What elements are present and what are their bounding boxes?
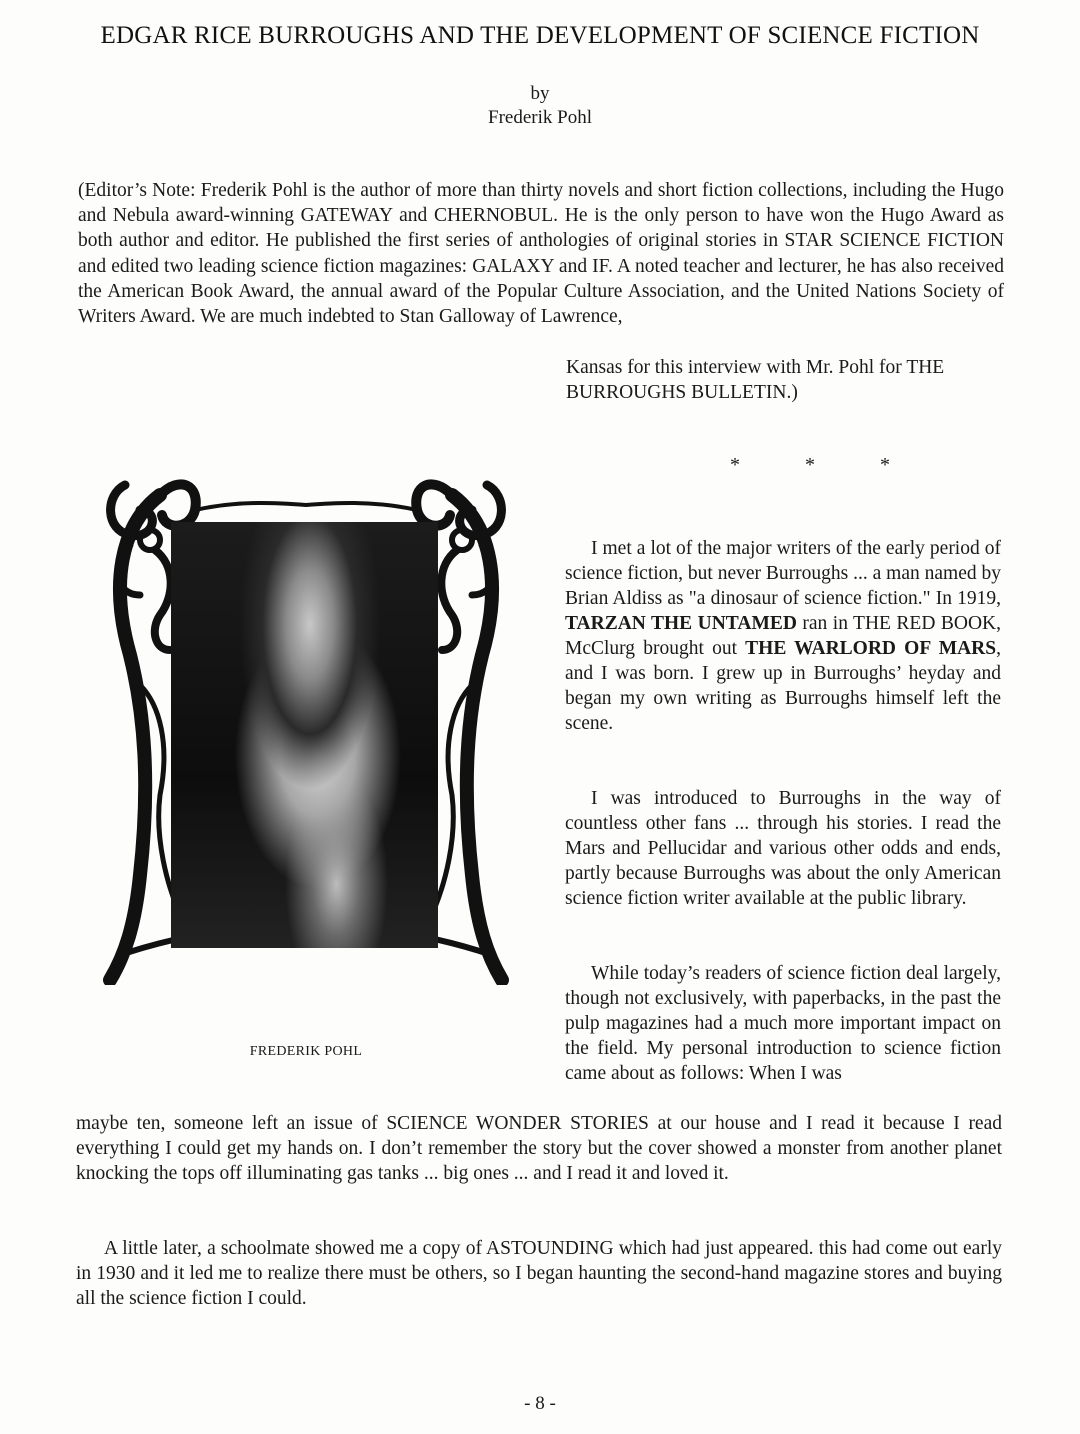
byline-author: Frederik Pohl	[488, 107, 592, 128]
editor-note: (Editor’s Note: Frederik Pohl is the author of more than thirty novels and short fiction collections, including the Hugo and Nebula award-winning GATEWAY and CHERNOBUL. He is the only person to have won the Hugo Award as both author and editor. He published the first series of anthologies of original stories in STAR SCIENCE FICTION and edited two leading science fiction magazines: GALAXY and IF. A noted teacher and lecturer, he has also received the American Book Award, the annual award of the Popular Culture Association, and the United Nations Society of Writers Award. We are much indebted to Stan Galloway of Lawrence,	[78, 180, 1004, 328]
p1-bold-title-1: TARZAN THE UNTAMED	[565, 613, 797, 634]
paragraph-4-text: A little later, a schoolmate showed me a copy of ASTOUNDING which had just appeared. this had come out early in 1930 and it led me to realize there must be others, so I began haunting the second-hand magazine stores and buying all the science fiction I could.	[76, 1238, 1002, 1309]
author-photo	[171, 522, 438, 948]
paragraph-3-column-text: While today’s readers of science fiction deal largely, though not exclusively, with paperbacks, in the past the pulp magazines had a much more important impact on the field. My personal introduction to science fiction came about as follows: When I was	[565, 963, 1001, 1084]
paragraph-2-text: I was introduced to Burroughs in the way of countless other fans ... through his stories. I read the Mars and Pellucidar and various other odds and ends, partly because Burroughs was about the only American science fiction writer available at the public library.	[565, 788, 1001, 909]
p1-text-c: ran in THE RED BOOK, McClurg brought out	[565, 613, 1001, 659]
article-title: EDGAR RICE BURROUGHS AND THE DEVELOPMENT OF SCIENCE FICTION	[100, 22, 980, 49]
p1-text-d: , and I was born. I grew up in Burroughs’ heyday and began my own writing as Burroughs himself left the scene.	[565, 638, 1001, 734]
paragraph-2	[565, 786, 1001, 911]
p1-bold-title-2: THE WARLORD OF MARS	[745, 638, 997, 659]
paragraph-3-continued	[76, 1111, 1002, 1186]
paragraph-3-column	[565, 961, 1001, 1086]
editor-note-tail: Kansas for this interview with Mr. Pohl for THE BURROUGHS BULLETIN.)	[566, 357, 945, 404]
paragraph-3-continued-text: maybe ten, someone left an issue of SCIENCE WONDER STORIES at our house and I read it because I read everything I could get my hands on. I don’t remember the story but the cover showed a monster from another planet knocking the tops off illuminating gas tanks ... big ones ... and I read it and loved it.	[76, 1113, 1002, 1184]
p1-text-a: I met a lot of the major writers of the early period of science fiction, but never Burroughs ... a man named by Brian Aldiss as "a dinosaur of science fiction." In 1919,	[565, 538, 1001, 609]
byline-by: by	[530, 83, 550, 104]
section-separator: * * *	[730, 454, 920, 476]
byline	[0, 82, 1080, 130]
paragraph-1	[565, 536, 1001, 736]
page-number: - 8 -	[524, 1393, 556, 1414]
paragraph-4	[76, 1236, 1002, 1311]
photo-caption: FREDERIK POHL	[249, 1044, 363, 1059]
